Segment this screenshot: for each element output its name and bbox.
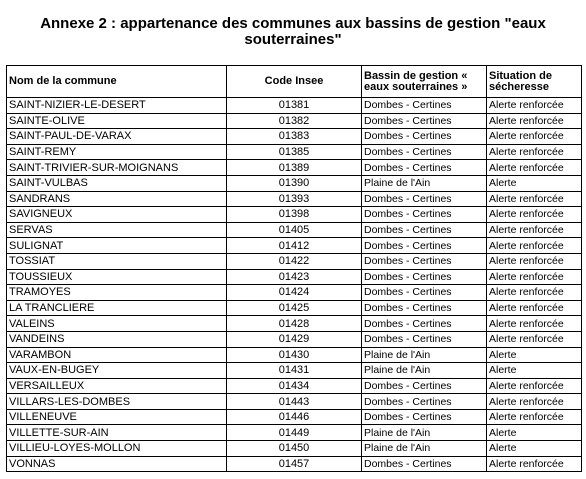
situation-cell: Alerte renforcée	[487, 207, 582, 223]
code-insee-cell: 01422	[227, 253, 362, 269]
header-code-insee: Code Insee	[227, 66, 362, 98]
table-row	[7, 98, 582, 114]
commune-name-cell: SAINTE-OLIVE	[7, 113, 227, 129]
code-insee-cell: 01405	[227, 222, 362, 238]
table-row	[7, 160, 582, 176]
code-insee-cell: 01385	[227, 144, 362, 160]
situation-cell: Alerte	[487, 347, 582, 363]
code-insee-cell: 01412	[227, 238, 362, 254]
bassin-cell: Dombes - Certines	[362, 300, 487, 316]
situation-cell: Alerte renforcée	[487, 269, 582, 285]
code-insee-cell: 01434	[227, 378, 362, 394]
table-row	[7, 347, 582, 363]
situation-cell: Alerte renforcée	[487, 378, 582, 394]
bassin-cell: Plaine de l'Ain	[362, 441, 487, 457]
bassin-cell: Dombes - Certines	[362, 160, 487, 176]
commune-name-cell: SAINT-TRIVIER-SUR-MOIGNANS	[7, 160, 227, 176]
bassin-cell: Dombes - Certines	[362, 98, 487, 114]
table-row	[7, 394, 582, 410]
code-insee-cell: 01430	[227, 347, 362, 363]
table-body	[7, 98, 582, 472]
commune-name-cell: SAINT-PAUL-DE-VARAX	[7, 129, 227, 145]
code-insee-cell: 01390	[227, 175, 362, 191]
bassin-cell: Dombes - Certines	[362, 222, 487, 238]
table-row	[7, 238, 582, 254]
commune-name-cell: TOUSSIEUX	[7, 269, 227, 285]
situation-cell: Alerte renforcée	[487, 98, 582, 114]
table-row	[7, 207, 582, 223]
bassin-cell: Dombes - Certines	[362, 378, 487, 394]
table-row	[7, 456, 582, 472]
bassin-cell: Dombes - Certines	[362, 207, 487, 223]
table-row	[7, 300, 582, 316]
header-commune-name: Nom de la commune	[7, 66, 227, 98]
bassin-cell: Dombes - Certines	[362, 144, 487, 160]
bassin-cell: Dombes - Certines	[362, 191, 487, 207]
table-row	[7, 144, 582, 160]
commune-name-cell: SANDRANS	[7, 191, 227, 207]
commune-name-cell: VANDEINS	[7, 331, 227, 347]
communes-table	[6, 65, 582, 472]
table-row	[7, 425, 582, 441]
situation-cell: Alerte renforcée	[487, 300, 582, 316]
bassin-cell: Dombes - Certines	[362, 456, 487, 472]
bassin-cell: Plaine de l'Ain	[362, 363, 487, 379]
bassin-cell: Dombes - Certines	[362, 113, 487, 129]
code-insee-cell: 01431	[227, 363, 362, 379]
code-insee-cell: 01428	[227, 316, 362, 332]
code-insee-cell: 01389	[227, 160, 362, 176]
code-insee-cell: 01443	[227, 394, 362, 410]
code-insee-cell: 01381	[227, 98, 362, 114]
commune-name-cell: VILLARS-LES-DOMBES	[7, 394, 227, 410]
table-row	[7, 253, 582, 269]
header-row	[7, 66, 582, 98]
situation-cell: Alerte renforcée	[487, 113, 582, 129]
table-row	[7, 378, 582, 394]
table-row	[7, 363, 582, 379]
table-row	[7, 316, 582, 332]
table-row	[7, 129, 582, 145]
commune-name-cell: VAUX-EN-BUGEY	[7, 363, 227, 379]
bassin-cell: Dombes - Certines	[362, 129, 487, 145]
commune-name-cell: VALEINS	[7, 316, 227, 332]
commune-name-cell: VILLENEUVE	[7, 409, 227, 425]
code-insee-cell: 01457	[227, 456, 362, 472]
situation-cell: Alerte renforcée	[487, 456, 582, 472]
situation-cell: Alerte	[487, 441, 582, 457]
code-insee-cell: 01446	[227, 409, 362, 425]
situation-cell: Alerte renforcée	[487, 316, 582, 332]
table-header	[7, 66, 582, 98]
situation-cell: Alerte renforcée	[487, 253, 582, 269]
commune-name-cell: LA TRANCLIERE	[7, 300, 227, 316]
header-situation-secheresse: Situation de sécheresse	[487, 66, 582, 98]
code-insee-cell: 01398	[227, 207, 362, 223]
code-insee-cell: 01425	[227, 300, 362, 316]
bassin-cell: Dombes - Certines	[362, 253, 487, 269]
situation-cell: Alerte renforcée	[487, 285, 582, 301]
bassin-cell: Plaine de l'Ain	[362, 175, 487, 191]
header-bassin-gestion: Bassin de gestion « eaux souterraines »	[362, 66, 487, 98]
code-insee-cell: 01423	[227, 269, 362, 285]
situation-cell: Alerte renforcée	[487, 394, 582, 410]
situation-cell: Alerte renforcée	[487, 331, 582, 347]
code-insee-cell: 01450	[227, 441, 362, 457]
table-row	[7, 113, 582, 129]
commune-name-cell: TOSSIAT	[7, 253, 227, 269]
bassin-cell: Dombes - Certines	[362, 316, 487, 332]
code-insee-cell: 01424	[227, 285, 362, 301]
bassin-cell: Dombes - Certines	[362, 269, 487, 285]
table-row	[7, 175, 582, 191]
commune-name-cell: VONNAS	[7, 456, 227, 472]
commune-name-cell: VERSAILLEUX	[7, 378, 227, 394]
code-insee-cell: 01393	[227, 191, 362, 207]
situation-cell: Alerte renforcée	[487, 222, 582, 238]
bassin-cell: Plaine de l'Ain	[362, 347, 487, 363]
table-row	[7, 191, 582, 207]
code-insee-cell: 01449	[227, 425, 362, 441]
code-insee-cell: 01429	[227, 331, 362, 347]
commune-name-cell: SAINT-NIZIER-LE-DESERT	[7, 98, 227, 114]
situation-cell: Alerte	[487, 425, 582, 441]
code-insee-cell: 01383	[227, 129, 362, 145]
commune-name-cell: VILLETTE-SUR-AIN	[7, 425, 227, 441]
commune-name-cell: SAINT-VULBAS	[7, 175, 227, 191]
situation-cell: Alerte renforcée	[487, 409, 582, 425]
commune-name-cell: VARAMBON	[7, 347, 227, 363]
situation-cell: Alerte renforcée	[487, 129, 582, 145]
table-row	[7, 285, 582, 301]
commune-name-cell: SULIGNAT	[7, 238, 227, 254]
commune-name-cell: VILLIEU-LOYES-MOLLON	[7, 441, 227, 457]
table-row	[7, 331, 582, 347]
situation-cell: Alerte renforcée	[487, 238, 582, 254]
situation-cell: Alerte renforcée	[487, 160, 582, 176]
table-row	[7, 269, 582, 285]
bassin-cell: Dombes - Certines	[362, 409, 487, 425]
code-insee-cell: 01382	[227, 113, 362, 129]
situation-cell: Alerte	[487, 175, 582, 191]
bassin-cell: Dombes - Certines	[362, 238, 487, 254]
table-row	[7, 222, 582, 238]
commune-name-cell: SAVIGNEUX	[7, 207, 227, 223]
situation-cell: Alerte	[487, 363, 582, 379]
bassin-cell: Dombes - Certines	[362, 285, 487, 301]
commune-name-cell: SAINT-REMY	[7, 144, 227, 160]
situation-cell: Alerte renforcée	[487, 191, 582, 207]
table-row	[7, 441, 582, 457]
bassin-cell: Dombes - Certines	[362, 331, 487, 347]
table-row	[7, 409, 582, 425]
commune-name-cell: TRAMOYES	[7, 285, 227, 301]
bassin-cell: Dombes - Certines	[362, 394, 487, 410]
bassin-cell: Plaine de l'Ain	[362, 425, 487, 441]
page-title: Annexe 2 : appartenance des communes aux bassins de gestion "eaux souterraines"	[40, 15, 546, 48]
commune-name-cell: SERVAS	[7, 222, 227, 238]
situation-cell: Alerte renforcée	[487, 144, 582, 160]
